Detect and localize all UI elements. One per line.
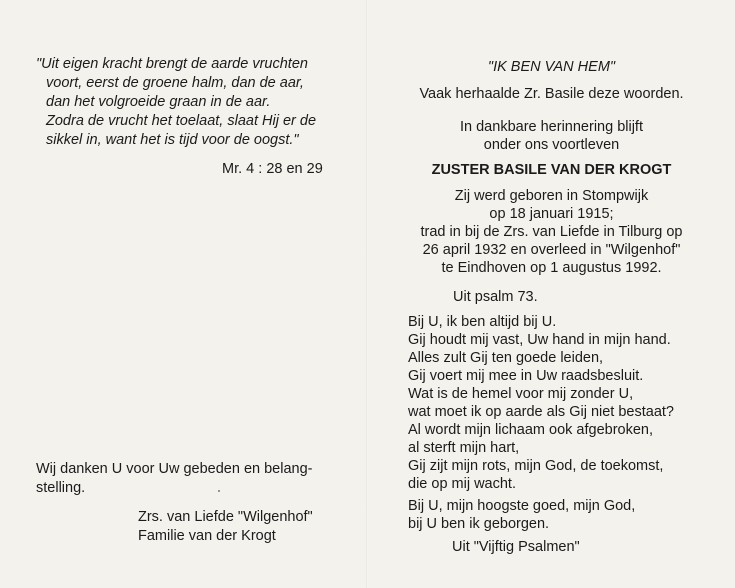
- thanks-line: stelling.: [36, 480, 86, 496]
- quote-line: sikkel in, want het is tijd voor de oogst.": [46, 132, 299, 148]
- quote-line: dan het volgroeide graan in de aar.: [46, 94, 271, 110]
- signature-line: Zrs. van Liefde "Wilgenhof": [138, 509, 313, 525]
- psalm-line: Gij voert mij mee in Uw raadsbesluit.: [408, 368, 644, 384]
- bio-line: te Eindhoven op 1 augustus 1992.: [441, 260, 662, 276]
- bio-line: trad in bij de Zrs. van Liefde in Tilburg op: [420, 224, 683, 240]
- closing-line: bij U ben ik geborgen.: [408, 516, 550, 532]
- quote-line: Zodra de vrucht het toelaat, slaat Hij er de: [46, 113, 317, 129]
- bio-line: op 18 januari 1915;: [489, 206, 614, 222]
- bio-line: Zij werd geboren in Stompwijk: [454, 188, 649, 204]
- closing-line: Bij U, mijn hoogste goed, mijn God,: [408, 498, 636, 514]
- left-panel: [0, 0, 367, 588]
- psalm-line: Gij houdt mij vast, Uw hand in mijn hand.: [408, 332, 671, 348]
- psalm-line: Al wordt mijn lichaam ook afgebroken,: [408, 422, 654, 438]
- quote-reference: Mr. 4 : 28 en 29: [222, 161, 323, 177]
- bio-line: 26 april 1932 en overleed in "Wilgenhof": [422, 242, 681, 258]
- psalm-line: die op mij wacht.: [408, 476, 516, 492]
- quote-line: voort, eerst de groene halm, dan de aar,: [46, 75, 304, 91]
- speck-mark: [218, 490, 220, 492]
- remembrance-line: In dankbare herinnering blijft: [460, 119, 643, 135]
- thanks-line: Wij danken U voor Uw gebeden en belang-: [36, 461, 313, 477]
- psalm-source: Uit "Vijftig Psalmen": [452, 539, 580, 555]
- signature-line: Familie van der Krogt: [138, 528, 276, 544]
- psalm-heading: Uit psalm 73.: [453, 289, 538, 305]
- psalm-line: Wat is de hemel voor mij zonder U,: [408, 386, 634, 402]
- deceased-name: ZUSTER BASILE VAN DER KROGT: [431, 162, 672, 178]
- psalm-line: wat moet ik op aarde als Gij niet bestaat?: [408, 404, 674, 420]
- psalm-line: Alles zult Gij ten goede leiden,: [408, 350, 604, 366]
- quote-line: "Uit eigen kracht brengt de aarde vruchten: [36, 56, 308, 72]
- psalm-line: al sterft mijn hart,: [408, 440, 520, 456]
- right-panel: [368, 0, 735, 588]
- psalm-line: Gij zijt mijn rots, mijn God, de toekomst,: [408, 458, 664, 474]
- remembrance-line: onder ons voortleven: [483, 137, 620, 153]
- motto: "IK BEN VAN HEM": [487, 59, 616, 75]
- psalm-line: Bij U, ik ben altijd bij U.: [408, 314, 557, 330]
- motto-note: Vaak herhaalde Zr. Basile deze woorden.: [419, 86, 684, 102]
